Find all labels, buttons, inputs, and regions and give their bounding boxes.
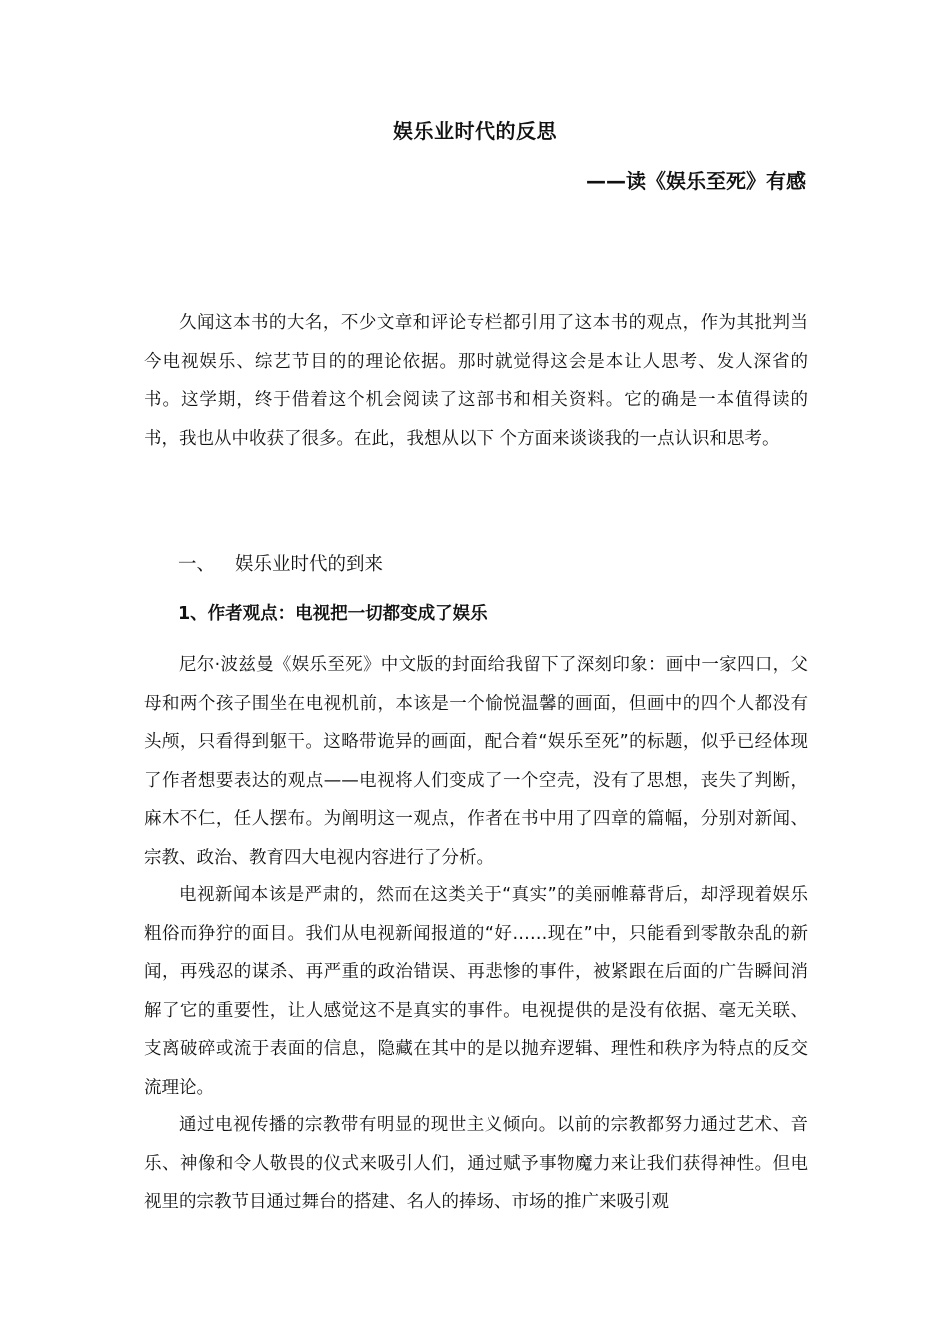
- document-subtitle: ——读《娱乐至死》有感: [586, 169, 806, 193]
- body-paragraph: 尼尔·波兹曼《娱乐至死》中文版的封面给我留下了深刻印象：画中一家四口，父母和两个孩子围坐在电视机前，本该是一个愉悦温馨的画面，但画中的四个人都没有头颅，只看得到躯干。这略带诡异的画面，配合着“娱乐至死”的标题，似乎已经体现了作者想要表达的观点——电视将人们变成了一个空壳，没有了思想，丧失了判断，麻木不仁，任人摆布。为阐明这一观点，作者在书中用了四章的篇幅，分别对新闻、宗教、政治、教育四大电视内容进行了分析。: [144, 655, 808, 868]
- subsection-heading: 1、作者观点：电视把一切都变成了娱乐: [178, 604, 488, 624]
- section-heading: [178, 548, 383, 582]
- section-number: 一、: [178, 554, 216, 575]
- body-paragraph: 电视新闻本该是严肃的，然而在这类关于“真实”的美丽帷幕背后，却浮现着娱乐粗俗而狰狞的面目。我们从电视新闻报道的“好……现在”中，只能看到零散杂乱的新闻，再残忍的谋杀、再严重的政治错误、再悲惨的事件，被紧跟在后面的广告瞬间消解了它的重要性，让人感觉这不是真实的事件。电视提供的是没有依据、毫无关联、支离破碎或流于表面的信息，隐藏在其中的是以抛弃逻辑、理性和秩序为特点的反交流理论。: [144, 885, 808, 1098]
- body-paragraph: 通过电视传播的宗教带有明显的现世主义倾向。以前的宗教都努力通过艺术、音乐、神像和令人敬畏的仪式来吸引人们，通过赋予事物魔力来让我们获得神性。但电视里的宗教节目通过舞台的搭建、名人的捧场、市场的推广来吸引观: [144, 1115, 808, 1212]
- document-title: 娱乐业时代的反思: [393, 119, 557, 143]
- intro-paragraph: 久闻这本书的大名，不少文章和评论专栏都引用了这本书的观点，作为其批判当今电视娱乐、综艺节目的的理论依据。那时就觉得这会是本让人思考、发人深省的书。这学期，终于借着这个机会阅读了这部书和相关资料。它的确是一本值得读的书，我也从中收获了很多。在此，我想从以下 个方面来谈谈我的一点认识和思考。: [144, 313, 808, 449]
- section-title: 娱乐业时代的到来: [235, 554, 384, 575]
